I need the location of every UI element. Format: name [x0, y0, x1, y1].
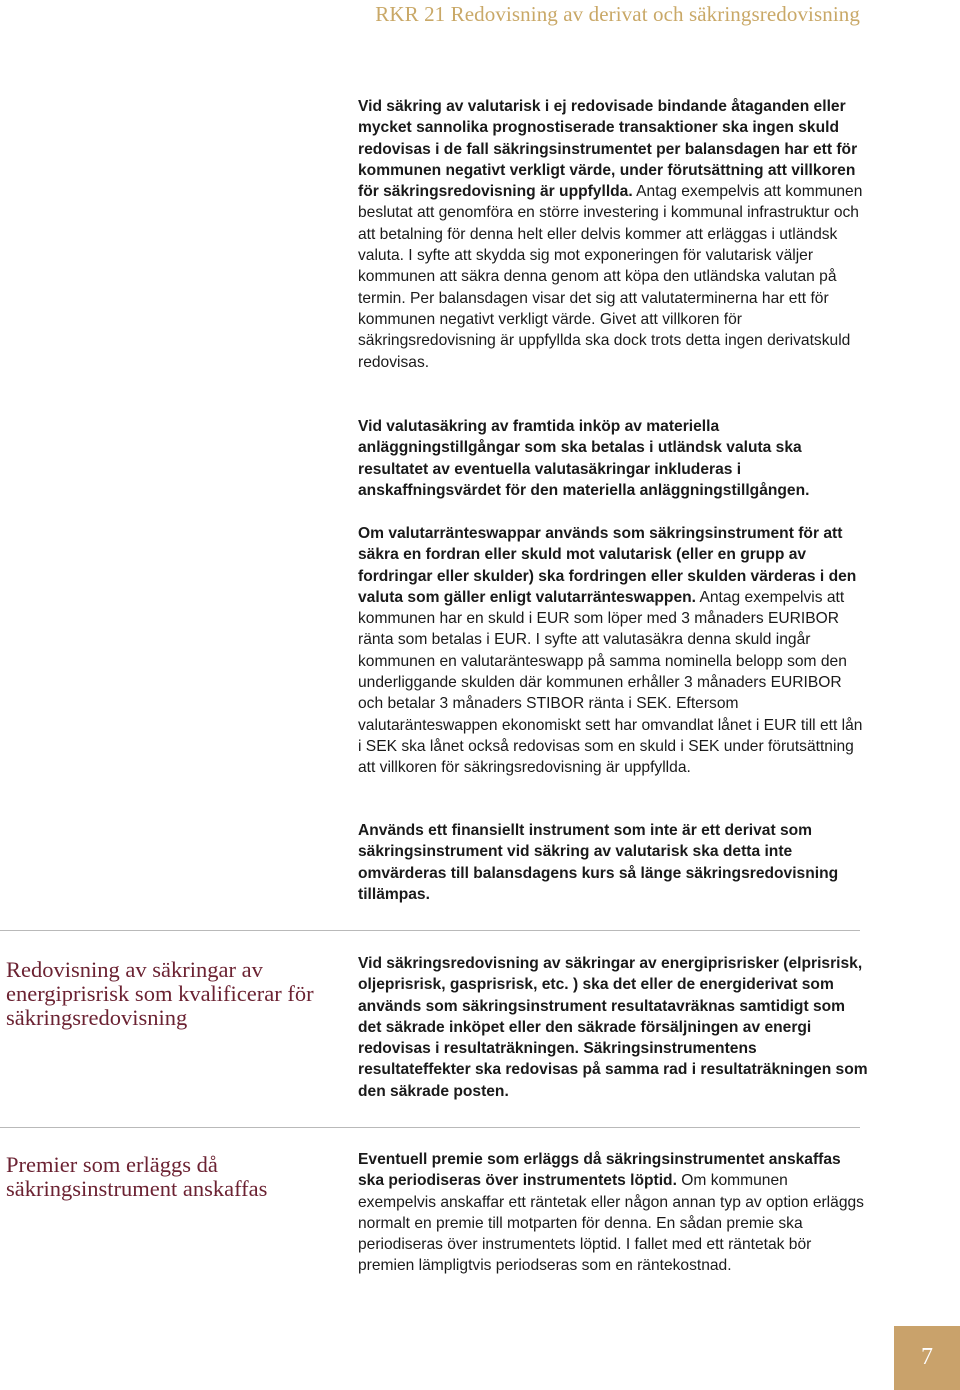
section-body-premier [358, 1149, 870, 1277]
paragraph-bold-text: Vid säkring av valutarisk i ej redovisade bindande åtaganden eller mycket sannolika prognostiserade transaktioner ska ingen skuld redovisas i de fall säkringsinstrumentet per balansdagen har ett för kommunen negativt verkligt värde, under förutsättning att villkoren för säkringsredovisning är uppfyllda. [358, 98, 858, 201]
paragraph-bold-text: Vid säkringsredovisning av säkringar av energiprisrisker (elprisrisk, oljeprisrisk, gasprisrisk, etc. ) ska det eller de energiderivat som används som säkringsinstrument resultatavräknas samtidigt som det säkrade inköpet eller den säkrade försäljningen av energi redovisas i resultaträkningen. Säkringsinstrumentens resultateffekter ska redovisas på samma rad i resultaträkningen som den säkrade posten. [358, 955, 868, 1100]
section-heading-energiprisrisk: Redovisning av säkringar av energiprisrisk som kvalificerar för säkringsredovisning [6, 957, 314, 1030]
main-paragraph-4 [358, 820, 870, 905]
main-paragraph-2 [358, 416, 870, 501]
page-number-box [894, 1326, 960, 1390]
paragraph-bold-text: Eventuell premie som erläggs då säkringsinstrumentet anskaffas ska periodiseras över instrumentets löptid. [358, 1151, 841, 1190]
paragraph-regular-text: Antag exempelvis att kommunen har en skuld i EUR som löper med 3 månaders EURIBOR ränta som betalas i EUR. I syfte att valutasäkra denna skuld ingår kommunen en valutaränteswapp på samma nominella belopp som den underliggande skulden där kommunen erhåller 3 månaders EURIBOR och betalar 3 månaders STIBOR ränta i SEK. Eftersom valutaränteswappen ekonomiskt sett har omvandlat lånet i EUR till ett lån i SEK ska lånet också redovisas som en skuld i SEK under förutsättning att villkoren för säkringsredovisning är uppfyllda. [358, 588, 863, 777]
main-paragraph-3 [358, 523, 870, 779]
paragraph-regular-text: Om kommunen exempelvis anskaffar ett räntetak eller någon annan typ av option erläggs normalt en premie till motparten för denna. En sådan premie ska periodiseras över instrumentets löptid. I fallet med ett räntetak bör premien lämpligtvis periodseras som en räntekostnad. [358, 1172, 864, 1275]
section-divider [0, 1127, 860, 1128]
paragraph-bold-text: Används ett finansiellt instrument som inte är ett derivat som säkringsinstrument vid säkring av valutarisk ska detta inte omvärderas till balansdagens kurs så länge säkringsredovisning tillämpas. [358, 822, 839, 903]
paragraph-bold-text: Om valutarränteswappar används som säkringsinstrument för att säkra en fordran eller skuld mot valutarisk (eller en grupp av fordringar eller skulder) ska fordringen eller skulden värderas i den valuta som gäller enligt valutarränteswappen. [358, 525, 857, 606]
paragraph-regular-text: Antag exempelvis att kommunen beslutat att genomföra en större investering i kommunal infrastruktur och att betalning för denna helt eller delvis kommer att erläggas i utländsk valuta. I syfte att skydda sig mot exponeringen för valutarisk väljer kommunen att säkra denna genom att köpa den utländska valutan på termin. Per balansdagen visar det sig att valutaterminerna har ett för kommunen negativt verkligt värde. Givet att villkoren för säkringsredovisning är uppfyllda ska dock trots detta ingen derivatskuld redovisas. [358, 183, 863, 371]
section-divider [0, 930, 860, 931]
section-body-energiprisrisk [358, 953, 870, 1102]
page-number: 7 [921, 1344, 933, 1370]
paragraph-bold-text: Vid valutasäkring av framtida inköp av materiella anläggningstillgångar som ska betalas i utländsk valuta ska resultatet av eventuella valutasäkringar inkluderas i anskaffningsvärdet för den materiella anläggningstillgången. [358, 418, 810, 499]
running-head: RKR 21 Redovisning av derivat och säkringsredovisning [375, 2, 860, 26]
main-paragraph-1 [358, 96, 870, 373]
section-heading-premier: Premier som erläggs då säkringsinstrument anskaffas [6, 1152, 268, 1201]
